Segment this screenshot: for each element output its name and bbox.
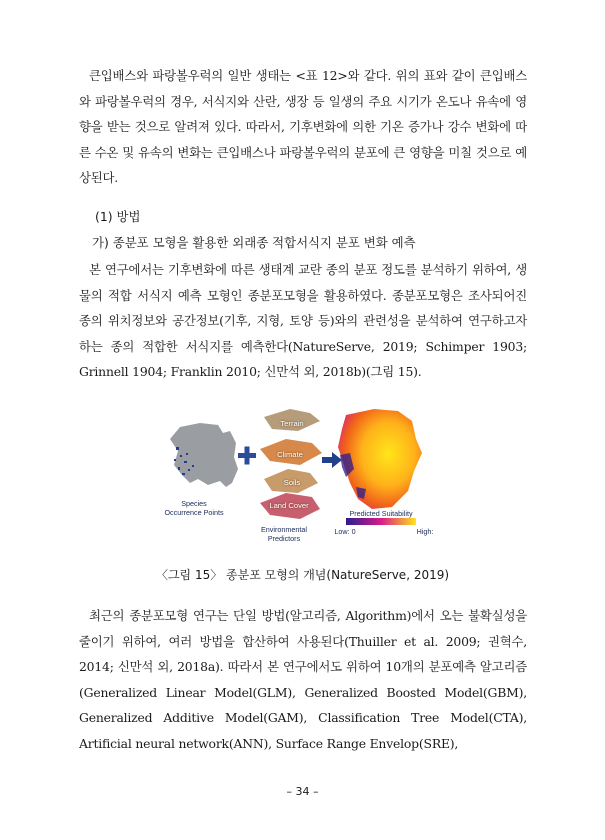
- method-paragraph: [79, 257, 527, 385]
- landcover-label: Land Cover: [269, 501, 309, 510]
- figure-caption: 〈그림 15〉 종분포 모형의 개념(NatureServe, 2019): [155, 568, 450, 582]
- predicted-suitability-label: Predicted Suitability: [349, 509, 413, 518]
- ensemble-paragraph-text: 최근의 종분포모형 연구는 단일 방법(알고리즘, Algorithm)에서 오는 불확실성을 줄이기 위하여, 여러 방법을 합산하여 사용된다(Thuiller et al. 2009; 권혁수, 2014; 신만석 외, 2018a). 따라서 본 연구에서도 위하여 10개의 분포예측 알고리즘(Generalized Linear Model(GLM), Generalized Boosted Model(GBM), Generalized Additive Model(GAM), Classification Tree Model(CTA), Artificial neural network(ANN), Surface Range Envelop(SRE),: [79, 608, 527, 751]
- section-heading: (1) 방법: [95, 209, 141, 224]
- arrow-icon: [322, 452, 342, 468]
- terrain-label: Terrain: [280, 419, 304, 428]
- legend-low-label: Low: 0: [334, 527, 356, 536]
- subsection-heading: 가) 종분포 모형을 활용한 외래종 적합서식지 분포 변화 예측: [92, 235, 416, 250]
- intro-paragraph: [79, 63, 527, 191]
- ensemble-paragraph: [79, 603, 527, 757]
- intro-paragraph-text: 큰입배스와 파랑볼우럭의 일반 생태는 <표 12>와 같다. 위의 표와 같이 큰입배스와 파랑볼우럭의 경우, 서식지와 산란, 생장 등 일생의 주요 시기가 온도나 유속에 영향을 받는 것으로 알려져 있다. 따라서, 기후변화에 의한 기온 증가나 강수 변화에 따른 수온 및 유속의 변화는 큰입배스나 파랑볼우럭의 분포에 큰 영향을 미칠 것으로 예상된다.: [79, 68, 527, 186]
- environmental-predictors-label: Environmental Predictors: [261, 525, 307, 543]
- sdm-concept-figure: [160, 395, 445, 555]
- method-paragraph-text: 본 연구에서는 기후변화에 따른 생태계 교란 종의 분포 정도를 분석하기 위하여, 생물의 적합 서식지 예측 모형인 종분포모형을 활용하였다. 종분포모형은 조사되어진 종의 위치정보와 공간정보(기후, 지형, 토양 등)와의 관련성을 분석하여 연구하고자 하는 종의 적합한 서식지를 예측한다(NatureServe, 2019; Schimper 1903; Grinnell 1904; Franklin 2010; 신만석 외, 2018b)(그림 15).: [79, 262, 527, 380]
- legend-high-label: High:: [416, 527, 434, 536]
- suitability-legend-bar: [346, 518, 416, 525]
- page-number: – 34 –: [286, 785, 319, 798]
- climate-label: Climate: [277, 450, 303, 459]
- soils-label: Soils: [283, 478, 301, 487]
- species-occurrence-label: Species Occurrence Points: [164, 499, 224, 517]
- plus-icon: [238, 447, 256, 465]
